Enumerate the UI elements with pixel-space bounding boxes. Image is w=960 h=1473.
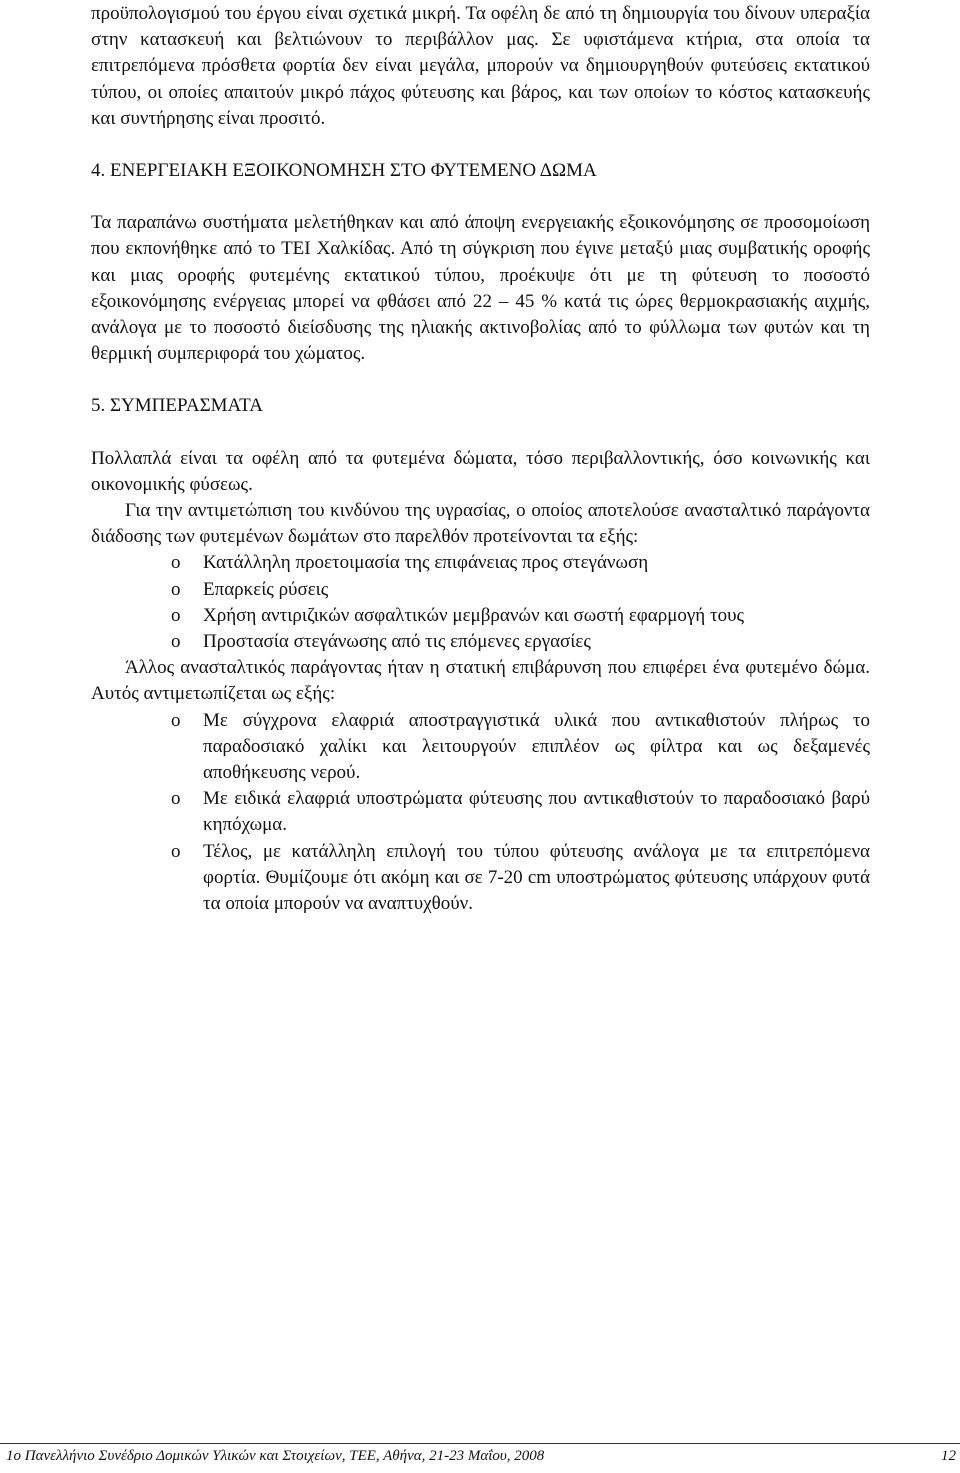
conference-name: 1ο Πανελλήνιο Συνέδριο Δομικών Υλικών και Στοιχείων, ΤΕΕ, Αθήνα, 21-23 Μαΐου, 2008 <box>6 1448 545 1464</box>
list-item: o Χρήση αντιριζικών ασφαλτικών μεμβρανών και σωστή εφαρμογή τους <box>91 603 870 629</box>
section-5-heading: 5. ΣΥΜΠΕΡΑΣΜΑΤΑ <box>91 395 263 417</box>
section-5-paragraph-2: Για την αντιμετώπιση του κινδύνου της υγρασίας, ο οποίος αποτελούσε ανασταλτικό παράγοντα διάδοσης των φυτεμένων δωμάτων στο παρελθόν προτείνονται τα εξής: <box>91 500 870 548</box>
bullet-marker: o <box>171 840 181 862</box>
page-footer <box>6 1448 956 1465</box>
load-measures-list <box>91 708 870 918</box>
bullet-marker: o <box>171 709 181 731</box>
bullet-marker: o <box>171 578 181 600</box>
intro-paragraph: προϋπολογισμού του έργου είναι σχετικά μικρή. Τα οφέλη δε από τη δημιουργία του δίνουν υπεραξία στην κατασκευή και βελτιώνουν το περιβάλλον μας. Σε υφιστάμενα κτήρια, στα οποία τα επιτρεπόμενα πρόσθετα φορτία δεν είναι μεγάλα, μπορούν να δημιουργηθούν φυτεύσεις εκτατικού τύπου, οι οποίες απαιτούν μικρό πάχος φύτευσης και βάρος, και των οποίων το κόστος κατασκευής και συντήρησης είναι προσιτό. <box>91 3 870 129</box>
list-item: o Κατάλληλη προετοιμασία της επιφάνειας προς στεγάνωση <box>91 550 870 576</box>
section-4-paragraph: Τα παραπάνω συστήματα μελετήθηκαν και από άποψη ενεργειακής εξοικονόμησης σε προσομοίωση που εκπονήθηκε από το ΤΕΙ Χαλκίδας. Από τη σύγκριση που έγινε μεταξύ μιας συμβατικής οροφής και μιας οροφής φυτεμένης εκτατικού τύπου, προέκυψε ότι με τη φύτευση το ποσοστό εξοικονόμησης ενέργειας μπορεί να φθάσει από 22 – 45 % κατά τις ώρες θερμοκρασιακής αιχμής, ανάλογα με το ποσοστό διείσδυσης της ηλιακής ακτινοβολίας από το φύλλωμα των φυτών και τη θερμική συμπεριφορά του χώματος. <box>91 212 870 365</box>
section-5-paragraph-1: Πολλαπλά είναι τα οφέλη από τα φυτεμένα δώματα, τόσο περιβαλλοντικής, όσο κοινωνικής και οικονομικής φύσεως. <box>91 447 870 495</box>
bullet-marker: o <box>171 604 181 626</box>
page-body <box>91 1 870 917</box>
page-number: 12 <box>941 1448 956 1464</box>
bullet-marker: o <box>171 788 181 810</box>
list-item: o Προστασία στεγάνωσης από τις επόμενες εργασίες <box>91 629 870 655</box>
list-item: o Επαρκείς ρύσεις <box>91 577 870 603</box>
list-item: o Τέλος, με κατάλληλη επιλογή του τύπου φύτευσης ανάλογα με τα επιτρεπόμενα φορτία. Θυμίζουμε ότι ακόμη και σε 7-20 cm υποστρώματος φύτευσης υπάρχουν φυτά τα οποία μπορούν να αναπτυχθούν. <box>171 840 870 915</box>
list-item: o Με ειδικά ελαφριά υποστρώματα φύτευσης που αντικαθιστούν το παραδοσιακό βαρύ κηπόχωμα. <box>171 788 870 836</box>
section-5-paragraph-3: Άλλος ανασταλτικός παράγοντας ήταν η στατική επιβάρυνση που επιφέρει ένα φυτεμένο δώμα. Αυτός αντιμετωπίζεται ως εξής: <box>91 657 870 705</box>
bullet-marker: o <box>171 552 181 574</box>
moisture-measures-list <box>91 550 870 655</box>
section-4-heading: 4. ΕΝΕΡΓΕΙΑΚΗ ΕΞΟΙΚΟΝΟΜΗΣΗ ΣΤΟ ΦΥΤΕΜΕΝΟ ΔΩΜΑ <box>91 160 597 182</box>
footer-divider <box>0 1443 960 1444</box>
list-item: o Με σύγχρονα ελαφριά αποστραγγιστικά υλικά που αντικαθιστούν πλήρως το παραδοσιακό χαλίκι και λειτουργούν επιπλέον ως φίλτρα και ως δεξαμενές αποθήκευσης νερού. <box>171 709 870 784</box>
bullet-marker: o <box>171 631 181 653</box>
